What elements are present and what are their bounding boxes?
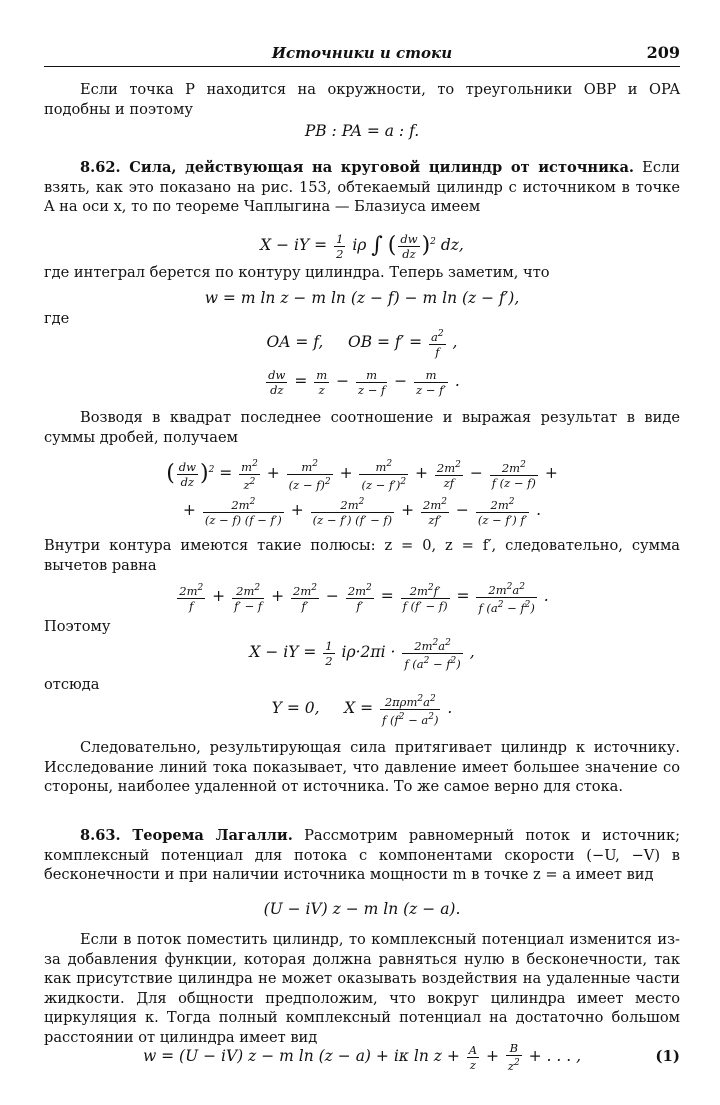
word-where: где [44,310,70,327]
equation-result: Y = 0, X = $\frac{2\pi\rho m^2a^2}{f (f^2 - a^2)}$ . [271,693,453,727]
paragraph: где интеграл берется по контуру цилиндра. Теперь заметим, что [44,264,550,281]
equation-oa-ob: OA = f, OB = f′ = $\frac{a^2}{f}$ , [266,329,458,359]
page-number: 209 [646,43,680,62]
section-text: Если взять, как это показано на рис. 153, обтекаемый цилиндр с источником в точке A на оси x, то по теореме Чаплыгина — Блазиуса имеем [44,159,680,216]
equation-force: X − iY = $\frac{1}{2}$ iρ·2πi · $\frac{2m^2a^2}{f (a^2 - f^2)}$ , [249,637,475,671]
header-rule [44,66,680,67]
paragraph: Если в поток поместить цилиндр, то комплексный потенциал изменится из-за добавления функции, которая должна равняться нулю в бесконечности, так как присутствие цилиндра не может оказывать воздействия на удаленные части жидкости. Для общности предположим, что вокруг цилиндра имеет место циркуляция κ. Тогда полный комплексный потенциал на достаточно большом расстоянии от цилиндра имеет вид [44,931,680,1046]
equation-residues: $\frac{2m^2}{f}$ + $\frac{2m^2}{f' - f}$ + $\frac{2m^2}{f'}$ − $\frac{2m^2}{f'}$ = $\frac{2m^2f'}{f (f' - f)}$ = $\frac{2m^2a^2}{f (a^2 - f^2)}$ . [179,581,549,615]
equation-uniform-flow: (U − iV) z − m ln (z − a). [263,900,461,918]
word-hence: отсюда [44,676,100,693]
paragraph: Если точка P находится на окружности, то треугольники OBP и OPA подобны и поэтому [44,81,680,118]
paragraph: Внутри контура имеются такие полюсы: z = 0, z = f′, следовательно, сумма вычетов равна [44,537,680,574]
equation-blasius: X − iY = $\frac{1}{2}$ iρ ∫ ( $\frac{dw}{dz}$ )$^2$ dz, [260,231,464,261]
section-8-63 [44,826,680,885]
equation-square-1: ( $\frac{dw}{dz}$ )$^2$ = $\frac{m^2}{z^2}$ + $\frac{m^2}{(z - f)^2}$ + $\frac{m^2}{(z - f')^2}$ + $\frac{2m^2}{zf}$ − $\frac{2m^2}{f (z - f)}$ + [166,458,558,492]
equation-number: (1) [655,1047,680,1065]
paragraph: Следовательно, результирующая сила притягивает цилиндр к источнику. Исследование линий тока показывает, что давление имеет большее значение со стороны, наиболее удаленной от источника. То же самое верно для стока. [44,739,680,796]
section-text: Рассмотрим равномерный поток и источник; комплексный потенциал для потока с компонентами скорости (−U, −V) в бесконечности и при наличии источника мощности m в точке z = a имеет вид [44,827,680,884]
paragraph: Возводя в квадрат последнее соотношение и выражая результат в виде суммы дробей, получаем [44,409,680,446]
running-header [44,40,680,66]
equation-derivative: $\frac{dw}{dz}$ = $\frac{m}{z}$ − $\frac{m}{z - f}$ − $\frac{m}{z - f'}$ . [268,367,460,397]
equation-proportion: PB : PA = a : f. [304,122,420,140]
equation-potential: w = m ln z − m ln (z − f) − m ln (z − f′), [204,289,520,307]
section-heading: 8.62. Сила, действующая на круговой цилиндр от источника. [80,159,634,176]
running-title: Источники и стоки [271,44,453,62]
equation-complex-potential: w = (U − iV) z − m ln (z − a) + iκ ln z + $\frac{A}{z}$ + $\frac{B}{z^2}$ + . . . , [142,1041,582,1073]
section-heading: 8.63. Теорема Лагалли. [80,827,293,844]
section-8-62 [44,158,680,217]
word-therefore: Поэтому [44,618,111,635]
equation-square-2: + $\frac{2m^2}{(z - f) (f - f')}$ + $\frac{2m^2}{(z - f') (f' - f)}$ + $\frac{2m^2}{zf'}$ − $\frac{2m^2}{(z - f') f'}$ . [182,497,542,527]
